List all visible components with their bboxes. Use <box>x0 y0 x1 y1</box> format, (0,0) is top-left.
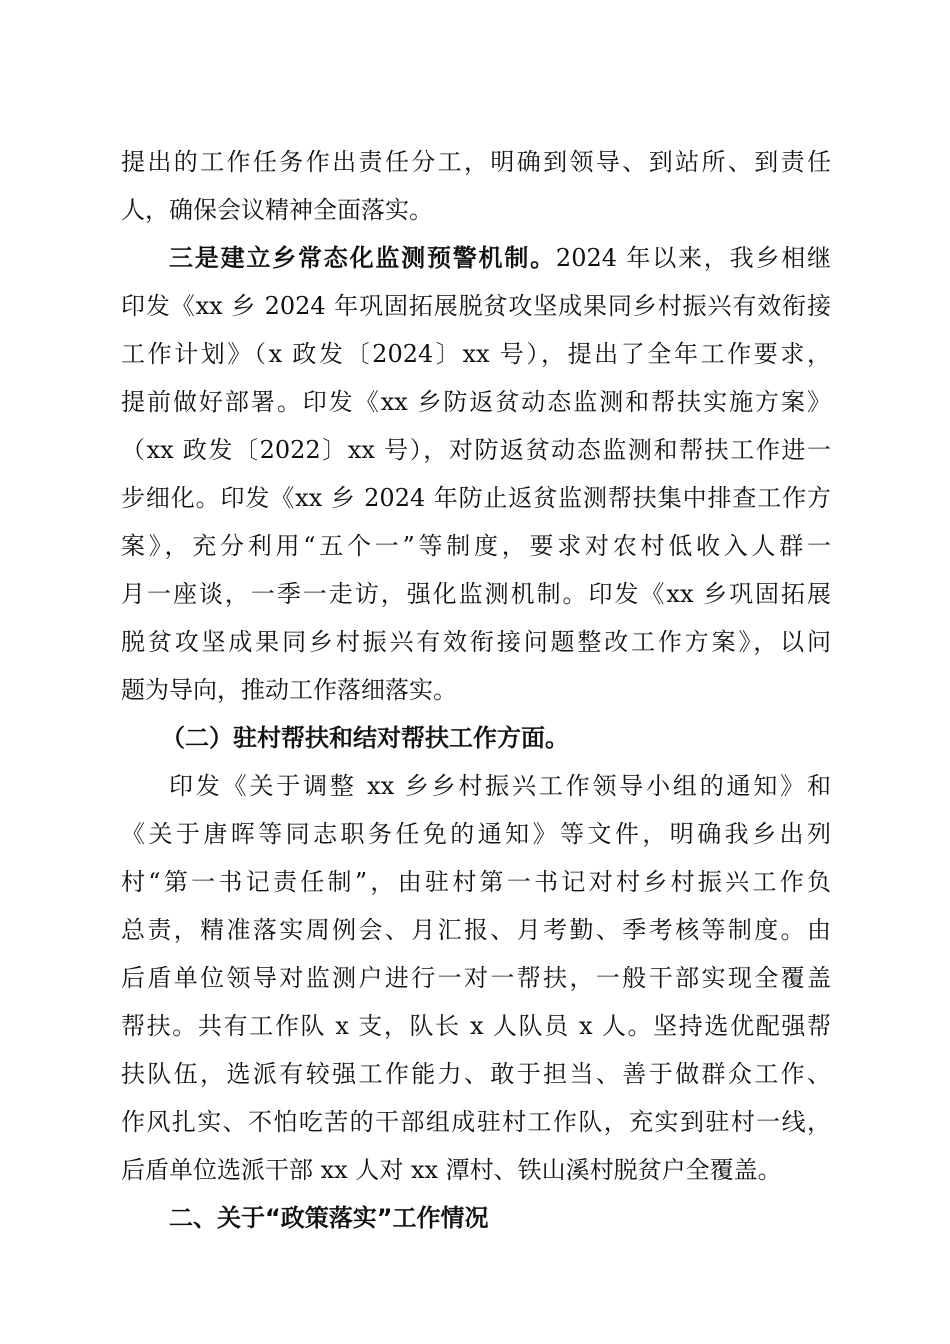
para3-line-2: 《关于唐晖等同志职务任免的通知》等文件，明确我乡出列 <box>121 820 831 848</box>
para2-line-1-rest: 2024 年以来，我乡相继 <box>555 244 831 272</box>
para2-line-9: 脱贫攻坚成果同乡村振兴有效衔接问题整改工作方案》，以问 <box>121 628 831 656</box>
para3-line-3: 村“第一书记责任制”，由驻村第一书记对村乡村振兴工作负 <box>121 868 831 896</box>
para2-line-8: 月一座谈，一季一走访，强化监测机制。印发《xx 乡巩固拓展 <box>121 580 831 608</box>
para2-line-5: （xx 政发〔2022〕xx 号），对防返贫动态监测和帮扶工作进一 <box>121 436 831 464</box>
section-heading-2: 二、关于“政策落实”工作情况 <box>169 1204 489 1232</box>
para2-line-1 <box>169 238 831 278</box>
para2-line-6: 步细化。印发《xx 乡 2024 年防止返贫监测帮扶集中排查工作方 <box>121 484 831 512</box>
para2-line-4: 提前做好部署。印发《xx 乡防返贫动态监测和帮扶实施方案》 <box>121 388 831 416</box>
para1-line-1: 提出的工作任务作出责任分工，明确到领导、到站所、到责任 <box>121 148 831 176</box>
para3-line-6: 帮扶。共有工作队 x 支，队长 x 人队员 x 人。坚持选优配强帮 <box>121 1012 831 1040</box>
para1-line-2: 人，确保会议精神全面落实。 <box>121 196 433 224</box>
para3-line-4: 总责，精准落实周例会、月汇报、月考勤、季考核等制度。由 <box>121 916 831 944</box>
para2-line-7: 案》，充分利用“五个一”等制度，要求对农村低收入人群一 <box>121 532 831 560</box>
para3-line-8: 作风扎实、不怕吃苦的干部组成驻村工作队，充实到驻村一线， <box>121 1108 831 1136</box>
para2-line-3: 工作计划》（x 政发〔2024〕xx 号），提出了全年工作要求， <box>121 340 831 368</box>
para3-line-9: 后盾单位选派干部 xx 人对 xx 潭村、铁山溪村脱贫户全覆盖。 <box>121 1156 782 1184</box>
para3-line-5: 后盾单位领导对监测户进行一对一帮扶，一般干部实现全覆盖 <box>121 964 831 992</box>
para2-line-10: 题为导向，推动工作落细落实。 <box>121 676 457 704</box>
para3-line-7: 扶队伍，选派有较强工作能力、敢于担当、善于做群众工作、 <box>121 1060 831 1088</box>
para2-lead: 三是建立乡常态化监测预警机制。 <box>169 244 556 272</box>
para2-line-2: 印发《xx 乡 2024 年巩固拓展脱贫攻坚成果同乡村振兴有效衔接 <box>121 292 831 320</box>
subheading-2: （二）驻村帮扶和结对帮扶工作方面。 <box>161 724 569 752</box>
para3-line-1: 印发《关于调整 xx 乡乡村振兴工作领导小组的通知》和 <box>169 772 831 800</box>
